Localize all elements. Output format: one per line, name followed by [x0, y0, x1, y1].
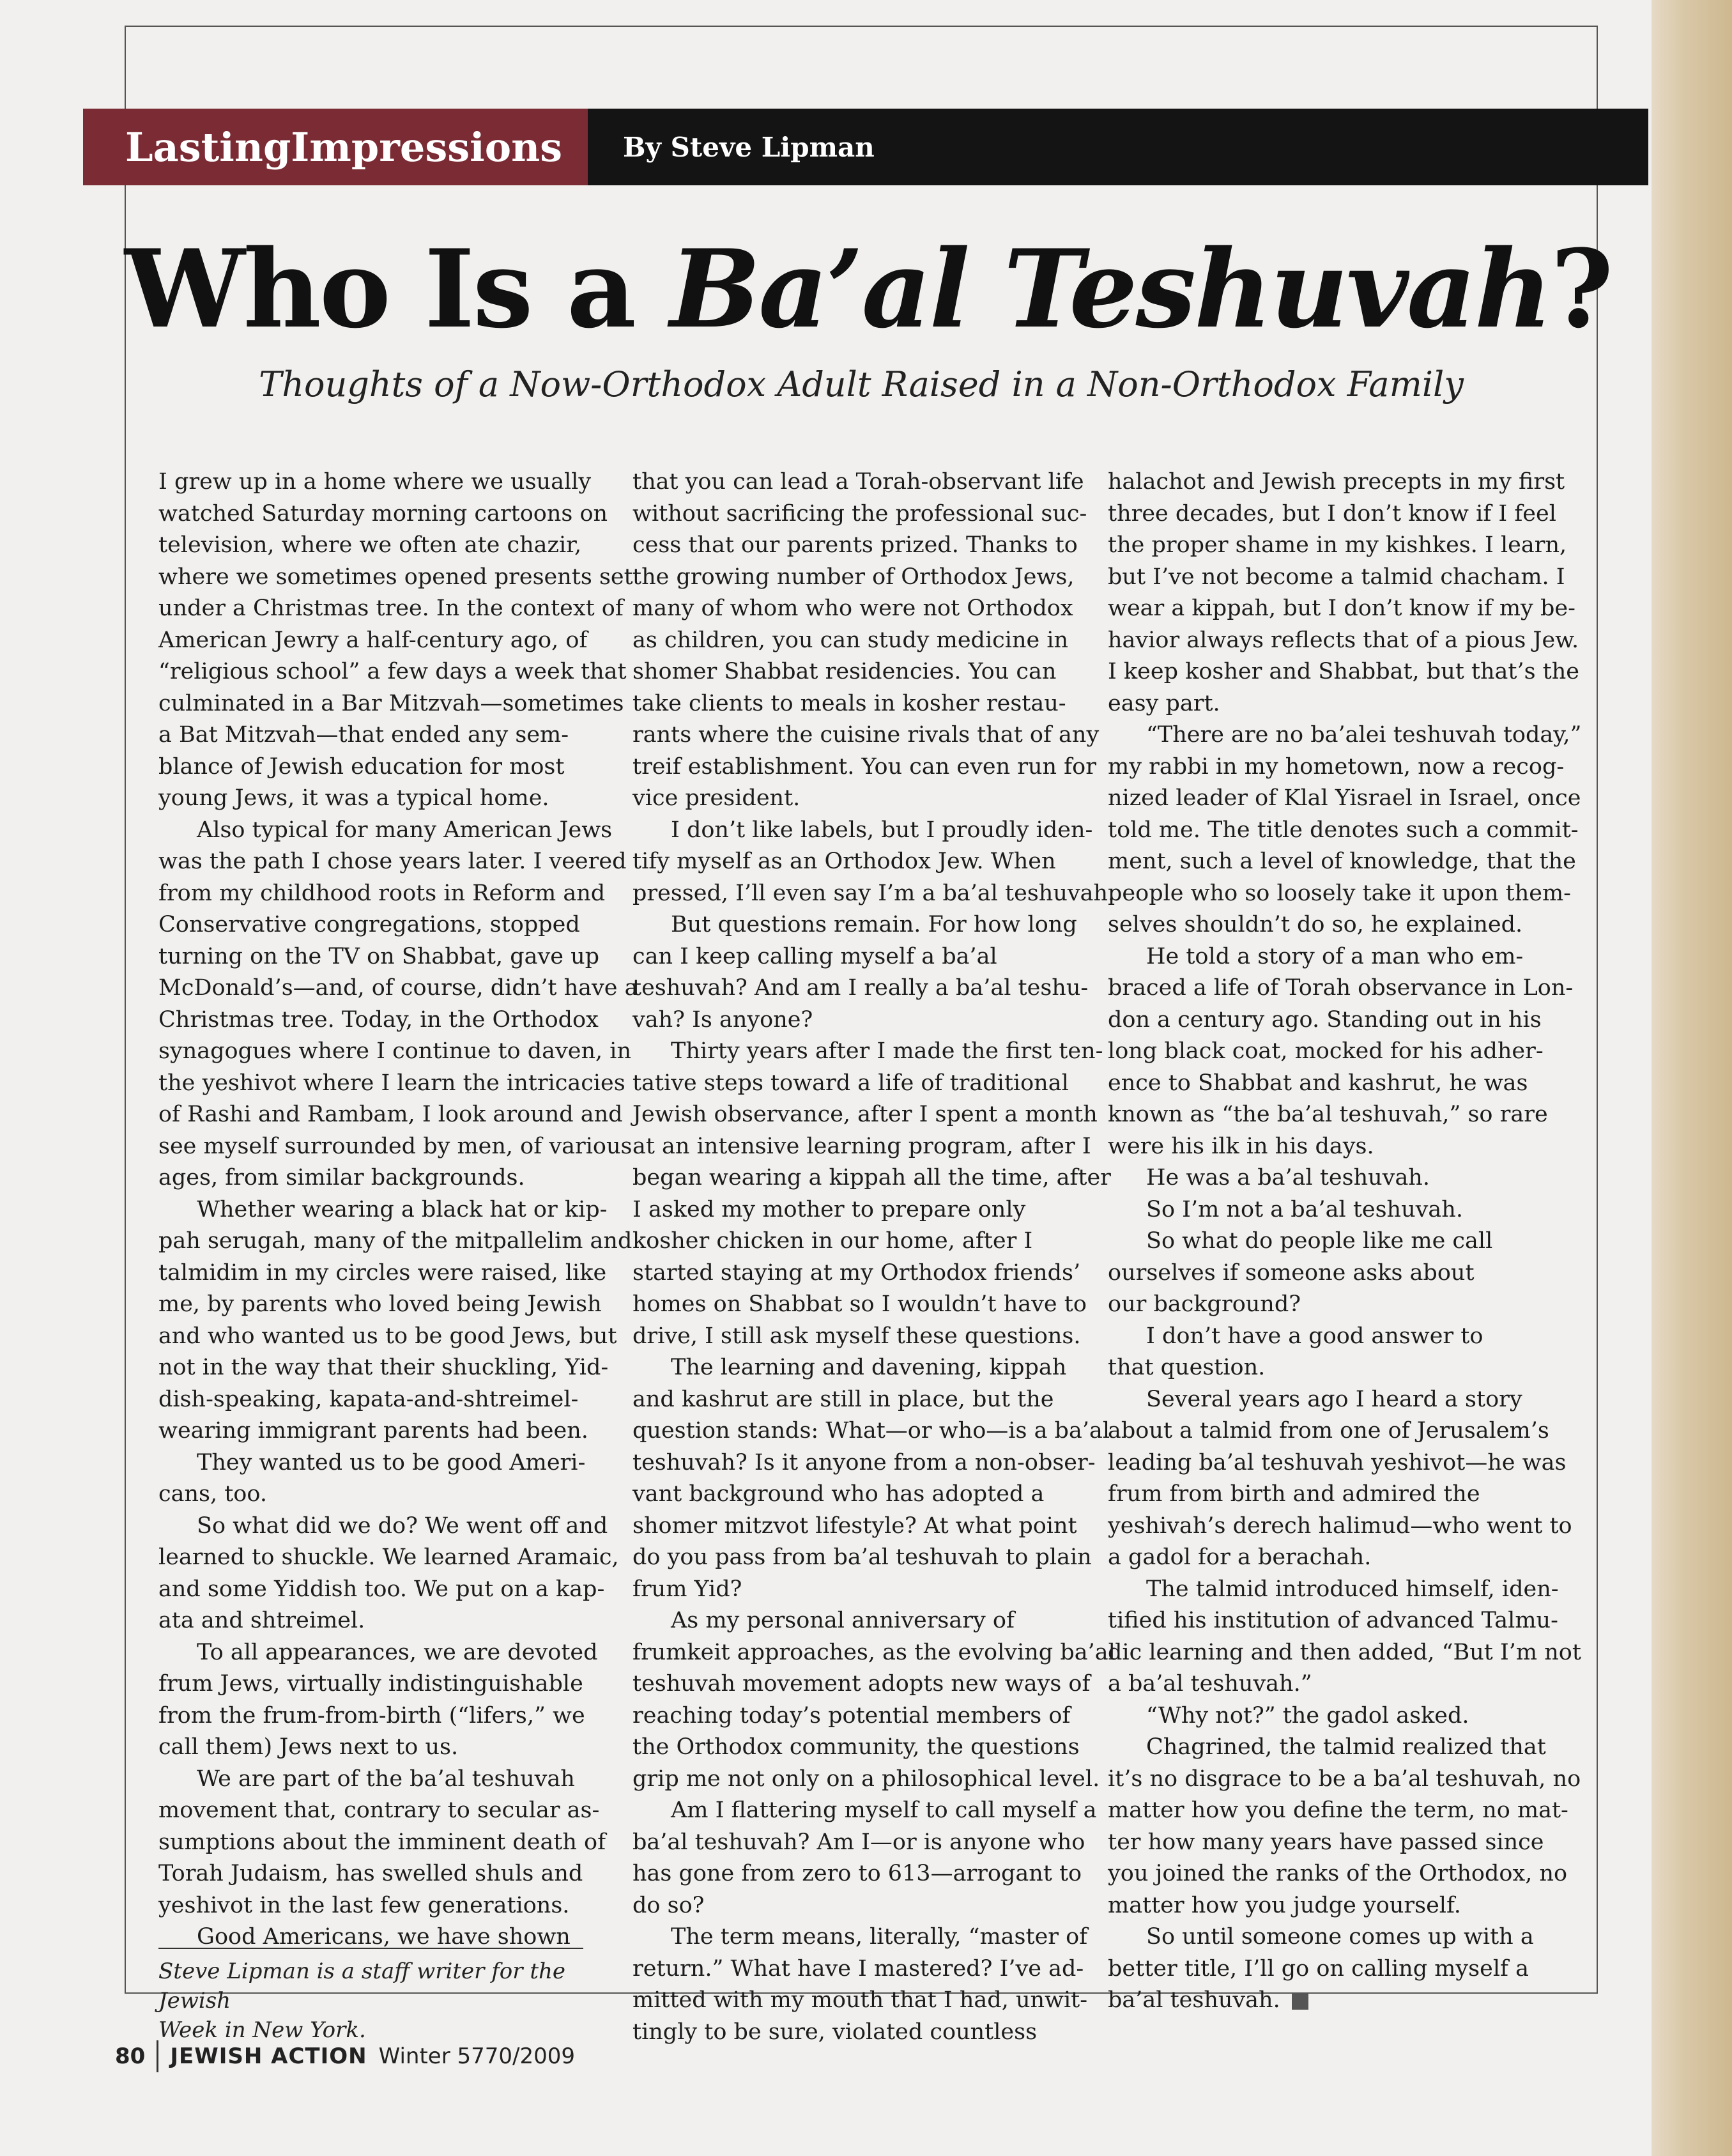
text-line: long black coat, mocked for his adher-	[1108, 1038, 1544, 1064]
paragraph	[158, 815, 638, 1194]
text-line: talmidim in my circles were raised, like	[158, 1259, 607, 1286]
title-italic: Ba’al Teshuvah	[670, 226, 1551, 352]
text-line: wearing immigrant parents had been.	[158, 1418, 588, 1444]
text-line: cess that our parents prized. Thanks to	[632, 532, 1078, 558]
text-line: you joined the ranks of the Orthodox, no	[1108, 1861, 1568, 1886]
text-line: havior always reflects that of a pious Jew.	[1108, 627, 1579, 653]
text-column-3	[1108, 466, 1582, 2017]
text-line: tative steps toward a life of traditional	[632, 1070, 1069, 1096]
paragraph	[1108, 466, 1579, 720]
text-line: nized leader of Klal Yisrael in Israel, once	[1108, 785, 1581, 811]
paragraph	[158, 1764, 606, 1922]
paragraph	[632, 1795, 1097, 1921]
text-line: I grew up in a home where we usually	[158, 469, 592, 495]
text-line: the yeshivot where I learn the intricacies	[158, 1070, 625, 1096]
text-line: “religious school” a few days a week that	[158, 659, 627, 684]
byline: By Steve Lipman	[623, 131, 875, 163]
text-line: We are part of the ba’al teshuvah	[197, 1766, 575, 1792]
author-note-line: Week in New York.	[158, 2017, 366, 2043]
text-line: as children, you can study medicine in	[632, 627, 1069, 653]
text-line: and kashrut are still in place, but the	[632, 1386, 1054, 1412]
title-plain: Who Is a	[125, 226, 670, 352]
text-line: kosher chicken in our home, after I	[632, 1228, 1033, 1254]
text-line: reaching today’s potential members of	[632, 1702, 1071, 1729]
section-name: LastingImpressions	[83, 109, 588, 185]
text-line: better title, I’ll go on calling myself a	[1108, 1955, 1529, 1982]
text-line: from my childhood roots in Reform and	[158, 880, 606, 906]
text-line: not in the way that their shuckling, Yid-	[158, 1355, 609, 1380]
page-number: 80	[115, 2044, 146, 2069]
paragraph	[158, 1511, 619, 1637]
text-line: “Why not?” the gadol asked.	[1146, 1702, 1469, 1729]
text-line: Jewish observance, after I spent a month	[632, 1102, 1098, 1127]
text-line: yeshivot in the last few generations.	[158, 1892, 570, 1918]
text-line: “There are no ba’alei teshuvah today,”	[1146, 722, 1582, 748]
text-line: mitted with my mouth that I had, unwit-	[632, 1987, 1088, 2013]
paragraph	[158, 1447, 593, 1511]
text-line: don a century ago. Standing out in his	[1108, 1006, 1542, 1033]
paragraph	[1108, 1732, 1581, 1921]
paragraph	[632, 1352, 1110, 1605]
paragraph	[632, 1036, 1111, 1352]
text-line: from the frum-from-birth (“lifers,” we	[158, 1702, 585, 1729]
text-line: McDonald’s—and, of course, didn’t have a	[158, 975, 638, 1001]
text-line: do so?	[632, 1892, 705, 1918]
text-line: I don’t have a good answer to	[1146, 1323, 1483, 1349]
text-line: tified his institution of advanced Talmu-	[1108, 1608, 1558, 1633]
text-line: it’s no disgrace to be a ba’al teshuvah, no	[1108, 1766, 1581, 1792]
text-line: The talmid introduced himself, iden-	[1146, 1576, 1559, 1602]
text-line: frumkeit approaches, as the evolving ba’al	[632, 1639, 1115, 1665]
text-line: but I’ve not become a talmid chacham. I	[1108, 564, 1565, 590]
text-line: shomer mitzvot lifestyle? At what point	[632, 1513, 1077, 1539]
article-subtitle: Thoughts of a Now-Orthodox Adult Raised in a Non-Orthodox Family	[259, 364, 1464, 404]
text-line: frum from birth and admired the	[1108, 1481, 1480, 1507]
paragraph	[158, 1637, 598, 1764]
text-line: take clients to meals in kosher restau-	[632, 690, 1066, 716]
end-of-article-mark	[1292, 1993, 1308, 2010]
text-line: halachot and Jewish precepts in my first	[1108, 469, 1565, 495]
text-line: return.” What have I mastered? I’ve ad-	[632, 1955, 1084, 1982]
text-line: Good Americans, we have shown	[197, 1924, 571, 1950]
text-line: So what do people like me call	[1146, 1228, 1493, 1254]
text-line: frum Jews, virtually indistinguishable	[158, 1671, 583, 1697]
issue-date: Winter 5770/2009	[378, 2044, 576, 2069]
text-line: So until someone comes up with a	[1146, 1924, 1534, 1950]
text-line: rants where the cuisine rivals that of any	[632, 722, 1100, 748]
text-line: American Jewry a half-century ago, of	[158, 627, 588, 653]
text-line: and some Yiddish too. We put on a kap-	[158, 1576, 605, 1602]
paragraph	[632, 466, 1100, 815]
text-line: question stands: What—or who—is a ba’al	[632, 1418, 1110, 1444]
text-line: They wanted us to be good Ameri-	[197, 1449, 586, 1475]
paragraph	[1108, 1162, 1542, 1194]
text-line: began wearing a kippah all the time, after	[632, 1165, 1111, 1190]
text-line: pah serugah, many of the mitpallelim and	[158, 1228, 632, 1254]
text-line: and who wanted us to be good Jews, but	[158, 1323, 617, 1349]
text-line: was the path I chose years later. I veered	[158, 849, 627, 874]
text-line: without sacrificing the professional suc-	[632, 500, 1087, 527]
text-line: cans, too.	[158, 1481, 267, 1507]
text-line: Also typical for many American Jews	[197, 817, 613, 843]
text-line: ba’al teshuvah? Am I—or is anyone who	[632, 1829, 1085, 1855]
paragraph	[1108, 1700, 1542, 1732]
text-line: vant background who has adopted a	[632, 1481, 1045, 1507]
text-line: Torah Judaism, has swelled shuls and	[158, 1861, 583, 1886]
paragraph	[1108, 720, 1582, 941]
text-line: shomer Shabbat residencies. You can	[632, 659, 1057, 684]
article-title	[125, 226, 1612, 352]
text-line: people who so loosely take it upon them-	[1108, 880, 1571, 906]
text-line: ence to Shabbat and kashrut, he was	[1108, 1070, 1528, 1096]
text-line: Whether wearing a black hat or kip-	[197, 1196, 608, 1222]
text-line: television, where we often ate chazir,	[158, 532, 582, 558]
page-footer	[115, 2037, 575, 2075]
text-line: the Orthodox community, the questions	[632, 1734, 1080, 1760]
footer-separator	[157, 2040, 158, 2072]
text-line: wear a kippah, but I don’t know if my be-	[1108, 596, 1575, 621]
text-line: matter how you define the term, no mat-	[1108, 1798, 1568, 1823]
text-line: ourselves if someone asks about	[1108, 1259, 1475, 1286]
text-line: tify myself as an Orthodox Jew. When	[632, 849, 1056, 874]
text-line: braced a life of Torah observance in Lon-	[1108, 975, 1574, 1001]
text-line: grip me not only on a philosophical level.	[632, 1766, 1100, 1792]
text-line: the proper shame in my kishkes. I learn,	[1108, 532, 1567, 558]
text-line: teshuvah? Is it anyone from a non-obser-	[632, 1449, 1096, 1475]
author-note	[158, 1957, 606, 2045]
text-line: teshuvah? And am I really a ba’al teshu-	[632, 975, 1089, 1001]
text-line: synagogues where I continue to daven, in	[158, 1038, 632, 1064]
text-line: where we sometimes opened presents set	[158, 564, 633, 590]
text-line: So what did we do? We went off and	[197, 1513, 608, 1539]
text-line: frum Yid?	[632, 1576, 742, 1602]
magazine-name: JEWISH ACTION	[170, 2044, 367, 2069]
text-line: tingly to be sure, violated countless	[632, 2019, 1038, 2045]
note-divider	[158, 1948, 583, 1949]
text-line: Conservative congregations, stopped	[158, 912, 580, 937]
text-line: So I’m not a ba’al teshuvah.	[1146, 1196, 1463, 1222]
text-line: ba’al teshuvah.	[1108, 1985, 1542, 2017]
text-line: matter how you judge yourself.	[1108, 1892, 1461, 1918]
text-line: Chagrined, the talmid realized that	[1146, 1734, 1546, 1760]
text-line: Thirty years after I made the first ten-	[671, 1038, 1103, 1064]
text-line: But questions remain. For how long	[671, 912, 1077, 937]
paragraph	[1108, 1574, 1581, 1700]
text-line: He told a story of a man who em-	[1146, 943, 1524, 969]
text-line: were his ilk in his days.	[1108, 1133, 1374, 1159]
text-line: under a Christmas tree. In the context of	[158, 596, 624, 621]
text-line: Am I flattering myself to call myself a	[671, 1798, 1097, 1823]
text-line: yeshivah’s derech halimud—who went to	[1108, 1513, 1572, 1539]
text-line: culminated in a Bar Mitzvah—sometimes	[158, 690, 624, 716]
text-column-1	[158, 466, 638, 1953]
text-line: drive, I still ask myself these questions.	[632, 1323, 1081, 1349]
text-line: that you can lead a Torah-observant life	[632, 469, 1084, 495]
text-line: ment, such a level of knowledge, that the	[1108, 849, 1576, 874]
paragraph	[1108, 1226, 1542, 1321]
text-line: blance of Jewish education for most	[158, 753, 565, 780]
paragraph	[632, 909, 1089, 1036]
text-line: a ba’al teshuvah.”	[1108, 1671, 1312, 1697]
text-line: dic learning and then added, “But I’m not	[1108, 1639, 1581, 1665]
paragraph	[632, 1605, 1115, 1795]
text-line: can I keep calling myself a ba’al	[632, 943, 997, 969]
text-line: ata and shtreimel.	[158, 1608, 365, 1633]
text-line: about a talmid from one of Jerusalem’s	[1108, 1418, 1549, 1444]
text-line: As my personal anniversary of	[671, 1608, 1015, 1633]
text-line: a gadol for a berachah.	[1108, 1544, 1372, 1570]
text-line: vah? Is anyone?	[632, 1006, 813, 1033]
text-line: at an intensive learning program, after I	[632, 1133, 1091, 1159]
text-line: has gone from zero to 613—arrogant to	[632, 1861, 1082, 1886]
text-line: He was a ba’al teshuvah.	[1146, 1165, 1430, 1190]
paragraph	[1108, 941, 1574, 1163]
text-line: our background?	[1108, 1291, 1301, 1317]
text-line: sumptions about the imminent death of	[158, 1829, 606, 1855]
text-line: young Jews, it was a typical home.	[158, 785, 549, 811]
page-binding	[1652, 0, 1732, 2156]
paragraph	[1108, 1194, 1542, 1226]
text-line: me, by parents who loved being Jewish	[158, 1291, 602, 1317]
paragraph	[1108, 1321, 1542, 1384]
paragraph	[158, 466, 633, 815]
paragraph	[1108, 1921, 1542, 2017]
text-line: I asked my mother to prepare only	[632, 1196, 1026, 1222]
text-line: easy part.	[1108, 690, 1220, 716]
text-line: leading ba’al teshuvah yeshivot—he was	[1108, 1449, 1567, 1475]
text-line: selves shouldn’t do so, he explained.	[1108, 912, 1523, 937]
text-line: told me. The title denotes such a commit-	[1108, 817, 1579, 843]
text-line: of Rashi and Rambam, I look around and	[158, 1102, 623, 1127]
text-line: do you pass from ba’al teshuvah to plain	[632, 1544, 1092, 1570]
text-line: my rabbi in my hometown, now a recog-	[1108, 753, 1565, 780]
text-line: pressed, I’ll even say I’m a ba’al teshuvah.	[632, 880, 1115, 906]
text-line: I keep kosher and Shabbat, but that’s the	[1108, 659, 1579, 684]
text-line: known as “the ba’al teshuvah,” so rare	[1108, 1102, 1548, 1127]
text-line: call them) Jews next to us.	[158, 1734, 459, 1760]
text-line: turning on the TV on Shabbat, gave up	[158, 943, 600, 969]
paragraph	[632, 1921, 1088, 2048]
text-line: To all appearances, we are devoted	[197, 1639, 598, 1665]
paragraph	[632, 815, 1115, 910]
text-line: the growing number of Orthodox Jews,	[632, 564, 1075, 590]
title-end: ?	[1550, 226, 1612, 352]
text-line: I don’t like labels, but I proudly iden-	[671, 817, 1093, 843]
text-line: movement that, contrary to secular as-	[158, 1798, 600, 1823]
text-line: dish-speaking, kapata-and-shtreimel-	[158, 1386, 579, 1412]
text-line: three decades, but I don’t know if I feel	[1108, 500, 1556, 527]
text-line: see myself surrounded by men, of various	[158, 1133, 632, 1159]
text-line: ages, from similar backgrounds.	[158, 1165, 525, 1190]
text-line: treif establishment. You can even run for	[632, 753, 1096, 780]
text-line: learned to shuckle. We learned Aramaic,	[158, 1544, 619, 1570]
text-line: many of whom who were not Orthodox	[632, 596, 1073, 621]
text-line: teshuvah movement adopts new ways of	[632, 1671, 1091, 1697]
text-line: that question.	[1108, 1355, 1266, 1380]
text-line: The term means, literally, “master of	[671, 1924, 1088, 1950]
paragraph	[158, 1194, 632, 1447]
section-header	[83, 109, 1648, 185]
text-line: watched Saturday morning cartoons on	[158, 500, 608, 527]
text-line: homes on Shabbat so I wouldn’t have to	[632, 1291, 1087, 1317]
text-line: Christmas tree. Today, in the Orthodox	[158, 1006, 599, 1033]
text-column-2	[632, 466, 1115, 2048]
text-line: The learning and davening, kippah	[671, 1355, 1067, 1380]
paragraph	[1108, 1384, 1572, 1574]
author-note-line: Steve Lipman is a staff writer for the Jewish	[158, 1959, 566, 2014]
text-line: Several years ago I heard a story	[1146, 1386, 1522, 1412]
text-line: vice president.	[632, 785, 801, 811]
text-line: started staying at my Orthodox friends’	[632, 1259, 1081, 1286]
text-line: ter how many years have passed since	[1108, 1829, 1544, 1855]
text-line: a Bat Mitzvah—that ended any sem-	[158, 722, 569, 748]
